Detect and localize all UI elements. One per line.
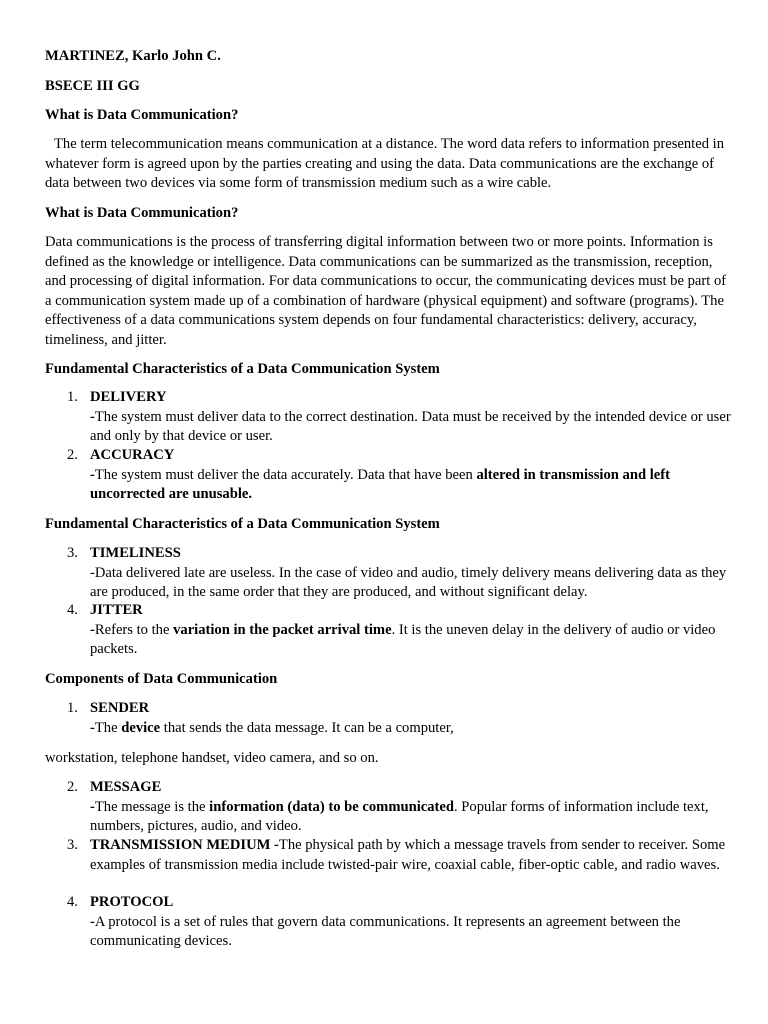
list-item-body: -The device that sends the data message. It can be a computer, bbox=[90, 719, 454, 736]
list-number: 3. bbox=[67, 837, 78, 853]
list-item-body: -The system must deliver the data accurately. Data that have been altered in transmission and left uncorrected are unusable. bbox=[90, 466, 670, 503]
list-item bbox=[90, 601, 740, 660]
section-heading: Fundamental Characteristics of a Data Communication System bbox=[45, 516, 440, 532]
section-heading: Fundamental Characteristics of a Data Communication System bbox=[45, 361, 440, 377]
list-item bbox=[90, 699, 740, 738]
list-item-body: -The system must deliver data to the correct destination. Data must be received by the intended device or user and only by that device or user. bbox=[90, 408, 731, 445]
list-item-title: TIMELINESS bbox=[90, 545, 181, 561]
list-number: 4. bbox=[67, 894, 78, 910]
paragraph: Data communications is the process of transferring digital information between two or more points. Information is defined as the knowledge or intelligence. Data communications can be summarized as the transmission, reception, and processing of digital information. For data communications to occur, the communicating devices must be part of a communication system made up of a combination of hardware (physical equipment) and software (programs). The effectiveness of a data communications system depends on four fundamental characteristics: delivery, accuracy, timeliness, and jitter. bbox=[45, 234, 727, 348]
list-item bbox=[90, 893, 740, 952]
list-item-title: DELIVERY bbox=[90, 389, 167, 405]
list-number: 2. bbox=[67, 447, 78, 463]
list-item-body: The physical path by which a message travels from sender to receiver. Some examples of transmission media include twisted-pair wire, coaxial cable, fiber-optic cable, and radio waves. bbox=[90, 837, 726, 873]
list-item-title: SENDER bbox=[90, 700, 150, 716]
list-item-title: PROTOCOL bbox=[90, 894, 174, 910]
list-item-title: TRANSMISSION MEDIUM - bbox=[90, 837, 279, 853]
course-section: BSECE III GG bbox=[45, 78, 140, 94]
list-number: 1. bbox=[67, 389, 78, 405]
section-heading: What is Data Communication? bbox=[45, 205, 239, 221]
list-item-body: -Refers to the variation in the packet arrival time. It is the uneven delay in the delivery of audio or video packets. bbox=[90, 621, 716, 658]
list-item bbox=[90, 778, 740, 837]
list-item-body: -The message is the information (data) to be communicated. Popular forms of information include text, numbers, pictures, audio, and video. bbox=[90, 798, 709, 835]
list-number: 3. bbox=[67, 545, 78, 561]
list-number: 1. bbox=[67, 700, 78, 716]
list-item-body: -Data delivered late are useless. In the case of video and audio, timely delivery means delivering data as they are produced, in the same order that they are produced, and without significant delay. bbox=[90, 564, 727, 601]
list-item-body: -A protocol is a set of rules that govern data communications. It represents an agreement between the communicating devices. bbox=[90, 913, 681, 950]
list-item bbox=[90, 388, 740, 447]
list-number: 2. bbox=[67, 779, 78, 795]
section-heading: What is Data Communication? bbox=[45, 107, 239, 123]
list-item bbox=[90, 446, 740, 505]
continuation-text: workstation, telephone handset, video camera, and so on. bbox=[45, 750, 379, 766]
list-item-title: MESSAGE bbox=[90, 779, 162, 795]
list-item-title: ACCURACY bbox=[90, 447, 175, 463]
list-item bbox=[90, 836, 740, 875]
list-number: 4. bbox=[67, 602, 78, 618]
list-item-title: JITTER bbox=[90, 602, 143, 618]
author-name: MARTINEZ, Karlo John C. bbox=[45, 48, 221, 64]
paragraph: The term telecommunication means communication at a distance. The word data refers to information presented in whatever form is agreed upon by the parties creating and using the data. Data communications are the exchange of data between two devices via some form of transmission medium such as a wire cable. bbox=[45, 136, 725, 192]
list-item bbox=[90, 544, 740, 603]
section-heading: Components of Data Communication bbox=[45, 671, 278, 687]
